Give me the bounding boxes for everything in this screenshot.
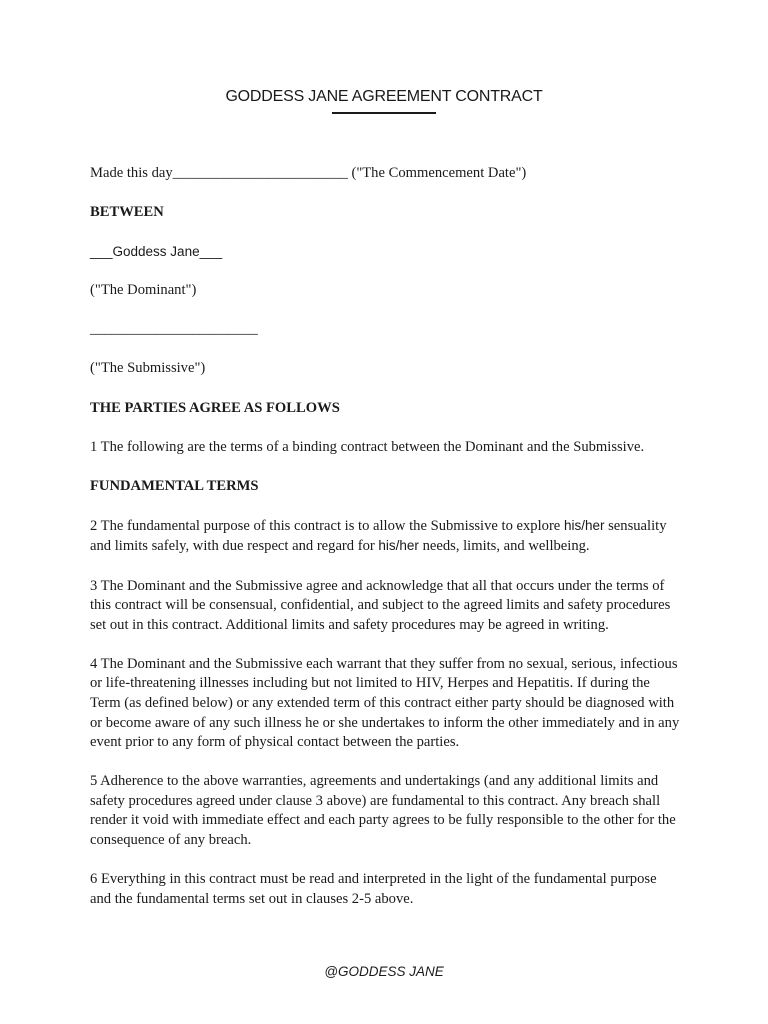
between-heading: BETWEEN bbox=[90, 204, 164, 221]
clause-2-part-c: needs, limits, and wellbeing. bbox=[418, 538, 590, 555]
fundamental-terms-heading: FUNDAMENTAL TERMS bbox=[90, 477, 259, 494]
clause-5: 5 Adherence to the above warranties, agreements and undertakings (and any additional limits and safety procedures agreed under clause 3 above) are fundamental to this contract. Any breach shall render it void with immediate effect and each party agrees to be fully responsible to the other for the consequence of any breach. bbox=[90, 773, 676, 849]
document-footer: @GODDESS JANE bbox=[324, 964, 444, 979]
dominant-label: ("The Dominant") bbox=[90, 282, 197, 299]
clause-6: 6 Everything in this contract must be read and interpreted in the light of the fundamental purpose and the fundamental terms set out in clauses 2-5 above. bbox=[90, 871, 657, 907]
clause-3: 3 The Dominant and the Submissive agree and acknowledge that all that occurs under the terms of this contract will be consensual, confidential, and subject to the agreed limits and safety procedures set out in this contract. Additional limits and safety procedures may be agreed in writing. bbox=[90, 577, 671, 633]
clause-2-his-her-1: his/her bbox=[563, 517, 605, 533]
clause-2-part-a: 2 The fundamental purpose of this contract is to allow the Submissive to explore bbox=[90, 517, 564, 534]
parties-heading: THE PARTIES AGREE AS FOLLOWS bbox=[90, 399, 340, 416]
title-underline bbox=[332, 112, 436, 114]
submissive-label: ("The Submissive") bbox=[90, 360, 206, 377]
document-title: GODDESS JANE AGREEMENT CONTRACT bbox=[225, 88, 543, 105]
dominant-name: ___Goddess Jane___ bbox=[90, 244, 223, 260]
document-body bbox=[90, 164, 680, 929]
clause-4: 4 The Dominant and the Submissive each warrant that they suffer from no sexual, serious, infectious or life-threatening illnesses including but not limited to HIV, Herpes and Hepatitis. If during the Term (as defined below) or any extended term of this contract either party should be diagnosed with or become aware of any such illness he or she undertakes to inform the other immediately and in any event prior to any form of physical contact between the parties. bbox=[90, 655, 680, 751]
clause-2-part-b: sensuality and limits safely, with due respect and regard for bbox=[90, 517, 667, 555]
commencement-date-line: Made this day________________________ ("The Commencement Date") bbox=[90, 165, 527, 181]
clause-2-his-her-2: his/her bbox=[378, 538, 419, 554]
submissive-name-blank: _______________________ bbox=[90, 321, 258, 338]
clause-2 bbox=[90, 516, 680, 557]
clause-1: 1 The following are the terms of a binding contract between the Dominant and the Submissive. bbox=[90, 438, 645, 455]
